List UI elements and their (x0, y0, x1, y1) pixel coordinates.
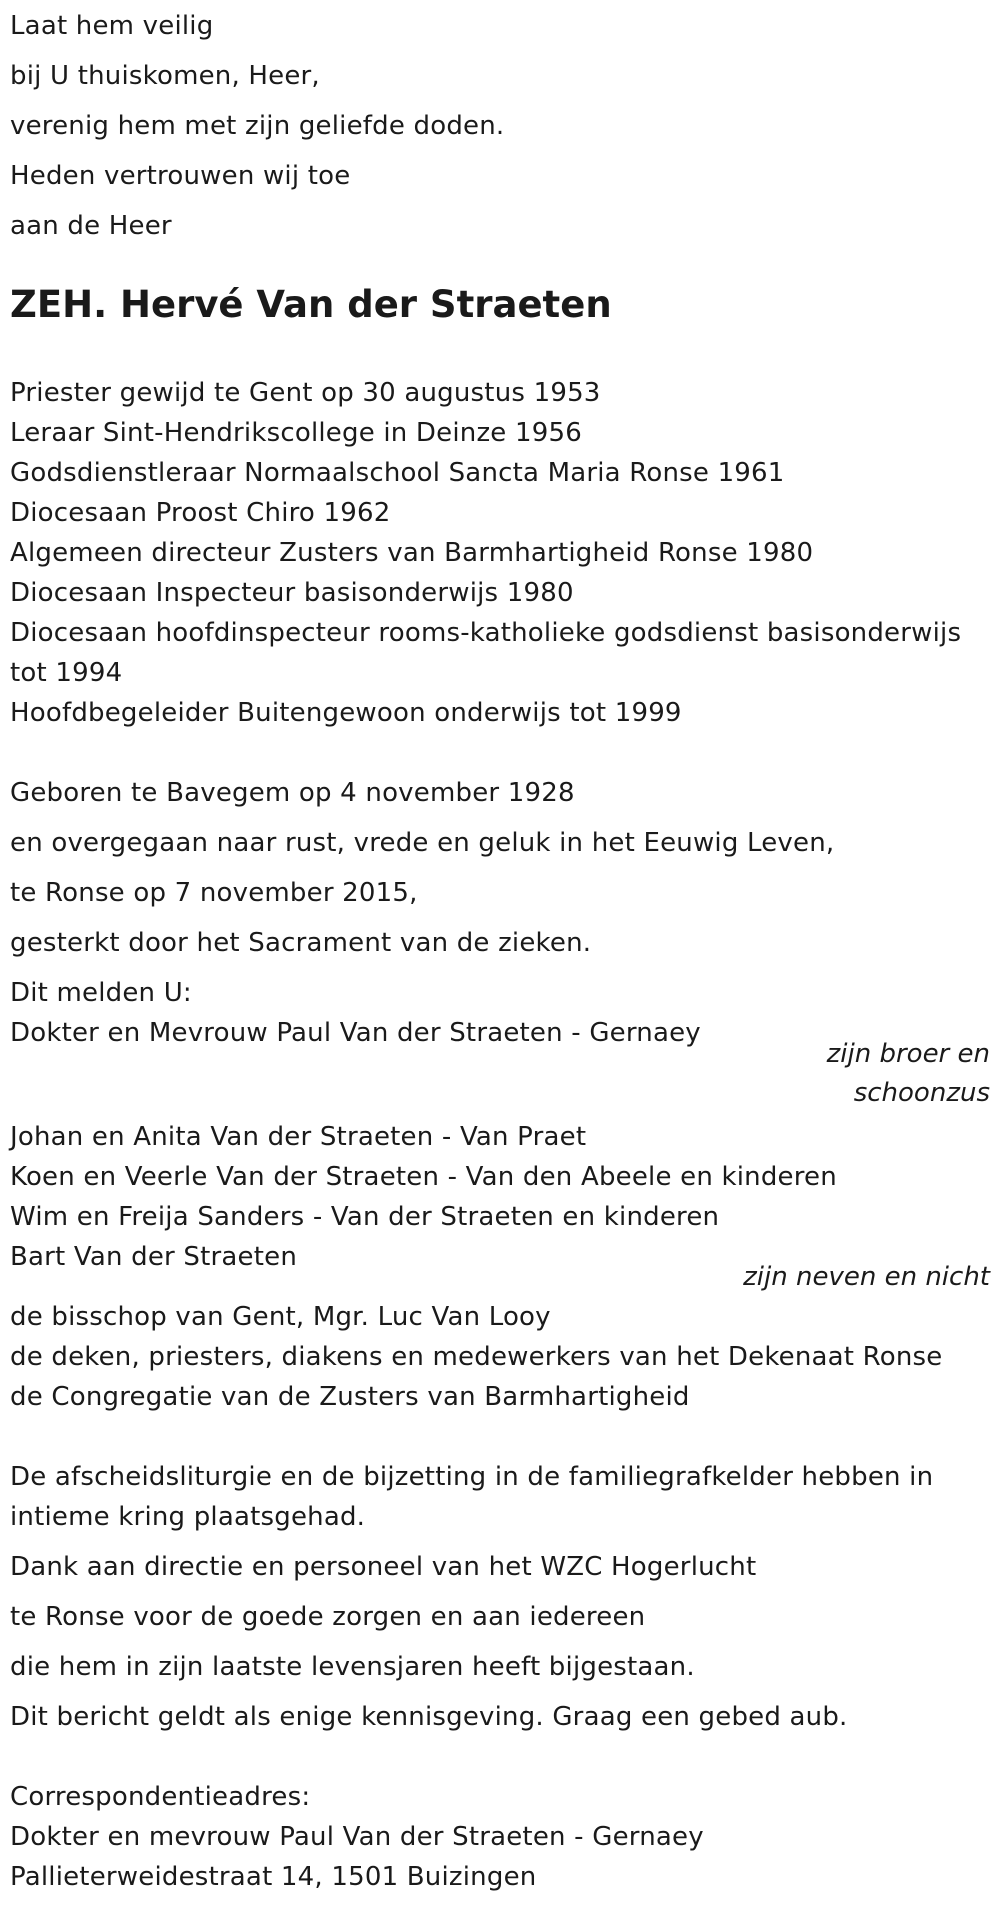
closing-line-2: intieme kring plaatsgehad. (10, 1502, 366, 1532)
correspondence-address: Pallieterweidestraat 14, 1501 Buizingen (10, 1862, 537, 1892)
sibling-name: Dokter en Mevrouw Paul Van der Straeten - Gernaey (10, 1018, 701, 1048)
birth-line: Geboren te Bavegem op 4 november 1928 (10, 778, 575, 808)
career-line-5: Algemeen directeur Zusters van Barmhartigheid Ronse 1980 (10, 538, 814, 568)
nephew-line-3: Wim en Freija Sanders - Van der Straeten en kinderen (10, 1202, 720, 1232)
sacrament-line: gesterkt door het Sacrament van de zieken. (10, 928, 592, 958)
deceased-name-title: ZEH. Hervé Van der Straeten (10, 283, 612, 326)
poem-line-3: verenig hem met zijn geliefde doden. (10, 111, 505, 141)
poem-line-4: Heden vertrouwen wij toe (10, 161, 351, 191)
career-line-3: Godsdienstleraar Normaalschool Sancta Maria Ronse 1961 (10, 458, 785, 488)
nephew-line-2: Koen en Veerle Van der Straeten - Van den Abeele en kinderen (10, 1162, 837, 1192)
nephew-line-1: Johan en Anita Van der Straeten - Van Praet (10, 1122, 587, 1152)
closing-line-4: te Ronse voor de goede zorgen en aan iedereen (10, 1602, 646, 1632)
death-line-1: en overgegaan naar rust, vrede en geluk in het Eeuwig Leven, (10, 828, 835, 858)
sibling-relation-line-2: schoonzus (853, 1078, 990, 1108)
church-line-2: de deken, priesters, diakens en medewerkers van het Dekenaat Ronse (10, 1342, 943, 1372)
poem-line-2: bij U thuiskomen, Heer, (10, 61, 320, 91)
closing-line-1: De afscheidsliturgie en de bijzetting in de familiegrafkelder hebben in (10, 1462, 934, 1492)
death-line-2: te Ronse op 7 november 2015, (10, 878, 418, 908)
nephews-relation: zijn neven en nicht (743, 1262, 990, 1292)
career-line-1: Priester gewijd te Gent op 30 augustus 1953 (10, 378, 601, 408)
sibling-relation-line-1: zijn broer en (826, 1039, 990, 1069)
career-line-7: Diocesaan hoofdinspecteur rooms-katholieke godsdienst basisonderwijs (10, 618, 962, 648)
correspondence-name: Dokter en mevrouw Paul Van der Straeten - Gernaey (10, 1822, 704, 1852)
career-line-4: Diocesaan Proost Chiro 1962 (10, 498, 391, 528)
closing-line-6: Dit bericht geldt als enige kennisgeving. Graag een gebed aub. (10, 1702, 848, 1732)
church-line-3: de Congregatie van de Zusters van Barmhartigheid (10, 1382, 690, 1412)
poem-line-5: aan de Heer (10, 211, 172, 241)
nephew-line-4: Bart Van der Straeten (10, 1242, 298, 1272)
career-line-2: Leraar Sint-Hendrikscollege in Deinze 1956 (10, 418, 582, 448)
poem-line-1: Laat hem veilig (10, 11, 214, 41)
career-line-8: tot 1994 (10, 658, 123, 688)
correspondence-label: Correspondentieadres: (10, 1782, 311, 1812)
closing-line-5: die hem in zijn laatste levensjaren heeft bijgestaan. (10, 1652, 695, 1682)
career-line-9: Hoofdbegeleider Buitengewoon onderwijs tot 1999 (10, 698, 682, 728)
career-line-6: Diocesaan Inspecteur basisonderwijs 1980 (10, 578, 574, 608)
church-line-1: de bisschop van Gent, Mgr. Luc Van Looy (10, 1302, 551, 1332)
announcers-intro: Dit melden U: (10, 978, 192, 1008)
closing-line-3: Dank aan directie en personeel van het WZC Hogerlucht (10, 1552, 757, 1582)
